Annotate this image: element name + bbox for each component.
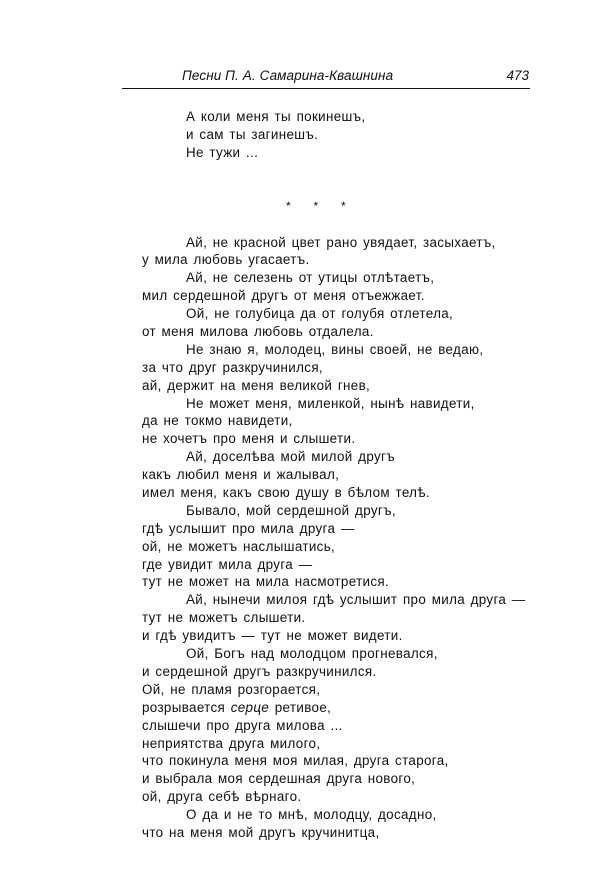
page-body <box>142 108 526 842</box>
stanza-first-line: Ай, не красной цвет рано увядает, засыхаетъ, <box>186 234 496 250</box>
poem-line: да не токмо навидети, <box>142 413 293 429</box>
poem-line: не хочетъ про меня и слышети. <box>142 431 356 447</box>
running-head-title: Песни П. А. Самарина-Квашнина <box>182 68 394 83</box>
italic-word: серце <box>230 699 270 715</box>
section-separator: * * * <box>286 198 355 213</box>
poem-line: у мила любовь угасаетъ. <box>142 252 310 268</box>
poem-line: неприятства друга милого, <box>142 735 321 751</box>
poem-line: ай, держит на меня великой гнев, <box>142 377 371 393</box>
poem-line: имел меня, какъ свою душу в бѣлом телѣ. <box>142 485 430 501</box>
stanza-first-line: Ай, нынечи милоя гдѣ услышит про мила друга — <box>186 592 526 608</box>
poem-line: что на меня мой другъ кручинитца, <box>142 824 380 840</box>
poem-line: от меня милова любовь отдалела. <box>142 324 374 340</box>
poem-line: ой, друга себѣ вѣрнаго. <box>142 789 302 805</box>
stanza-first-line: Ой, не голубица да от голубя отлетела, <box>186 306 454 322</box>
poem-line: тут не можетъ слышети. <box>142 610 306 626</box>
poem-line: что покинула меня моя милая, друга старога, <box>142 753 449 769</box>
poem-line-text: ретивое, <box>269 699 332 715</box>
stanza-first-line: О да и не то мнѣ, молодцу, досадно, <box>186 807 437 823</box>
coda-line: и сам ты загинешъ. <box>186 126 319 142</box>
stanza-first-line: Не может меня, миленкой, нынѣ навидети, <box>186 395 475 411</box>
poem-line: и гдѣ увидитъ — тут не может видети. <box>142 628 403 644</box>
poem-line: ой, не можетъ наслышатись, <box>142 538 336 554</box>
stanza-first-line: Ай, не селезень от утицы отлѣтаетъ, <box>186 270 435 286</box>
poem-line: какъ любил меня и жалывал, <box>142 467 340 483</box>
coda-line: А коли меня ты покинешъ, <box>186 109 366 124</box>
stanza-first-line: Бывало, мой сердешной другъ, <box>186 502 396 518</box>
poem-line: за что друг разкручинился, <box>142 359 323 375</box>
page-number: 473 <box>506 68 529 83</box>
poem-line: где увидит мила друга — <box>142 556 313 572</box>
poem-line <box>142 699 522 717</box>
poem-line-text: розрывается <box>142 699 231 715</box>
running-head <box>122 66 530 89</box>
poem <box>142 234 526 842</box>
stanza-first-line: Не знаю я, молодец, вины своей, не ведаю, <box>186 341 484 357</box>
poem-line: слышечи про друга милова ... <box>142 717 343 733</box>
coda-line: Не тужи ... <box>186 144 259 160</box>
poem-line: и сердешной другъ разкручинился. <box>142 663 377 679</box>
stanza-first-line: Ой, Богъ над молодцом прогневался, <box>186 646 438 662</box>
poem-line: тут не может на мила насмотретися. <box>142 574 390 590</box>
poem-line: мил сердешной другъ от меня отъежжает. <box>142 288 425 304</box>
poem-line: Ой, не пламя розгорается, <box>142 681 321 697</box>
stanza-first-line: Ай, доселѣва мой милой другъ <box>186 449 395 465</box>
poem-line: и выбрала моя сердешная друга нового, <box>142 771 416 787</box>
poem-line: гдѣ услышит про мила друга — <box>142 520 355 536</box>
